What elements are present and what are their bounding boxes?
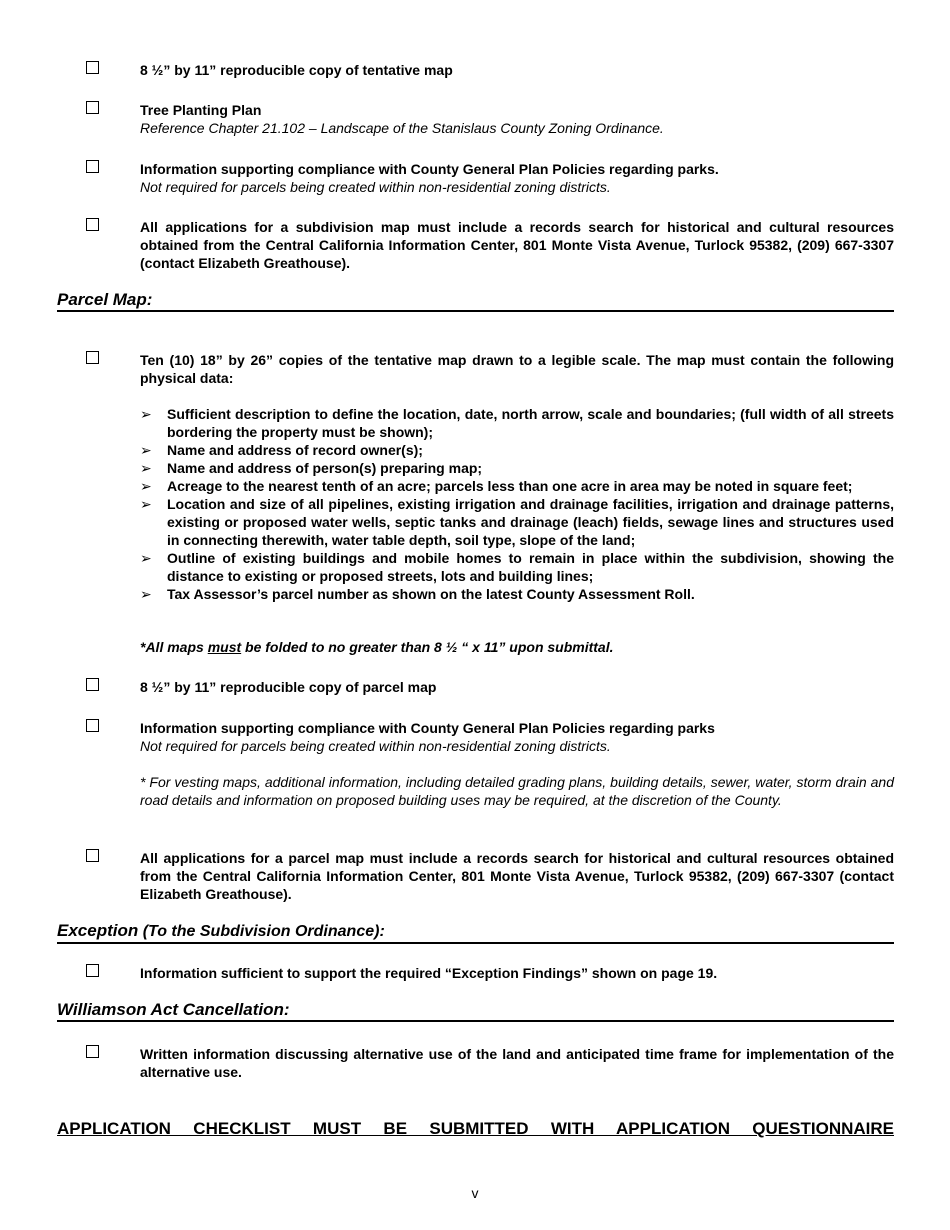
checkbox[interactable]: [86, 218, 99, 231]
item-title: Information supporting compliance with County General Plan Policies regarding parks: [140, 720, 715, 736]
section-heading-williamson: Williamson Act Cancellation:: [57, 1000, 894, 1022]
list-item: ➢ Sufficient description to define the location, date, north arrow, scale and boundaries; (full width of all streets bordering the property must be shown);: [140, 406, 894, 440]
list-item: ➢ Location and size of all pipelines, existing irrigation and drainage facilities, irrigation and drainage patterns, existing or proposed water wells, septic tanks and drainage (leach) fields, sewage lines and structures used in connecting therewith, water table depth, soil type, slope of the land;: [140, 496, 894, 548]
item-parks-subdivision: [140, 160, 894, 196]
item-alternative-use: Written information discussing alternative use of the land and anticipated time frame for implementation of the alternative use.: [140, 1046, 894, 1080]
checkbox[interactable]: [86, 101, 99, 114]
arrow-bullet-icon: ➢: [140, 586, 152, 602]
checkbox[interactable]: [86, 678, 99, 691]
item-copy-parcel: 8 ½” by 11” reproducible copy of parcel map: [140, 679, 437, 695]
vesting-note: * For vesting maps, additional information, including detailed grading plans, building details, sewer, water, storm drain and road details and information on proposed building uses may be required, at the discretion of the County.: [140, 774, 894, 808]
arrow-bullet-icon: ➢: [140, 442, 152, 458]
arrow-bullet-icon: ➢: [140, 550, 152, 566]
arrow-bullet-icon: ➢: [140, 460, 152, 476]
section-heading-parcel-map: Parcel Map:: [57, 290, 894, 312]
physical-data-list: [140, 405, 894, 603]
item-copy-tentative: 8 ½” by 11” reproducible copy of tentative map: [140, 62, 453, 78]
arrow-bullet-icon: ➢: [140, 406, 152, 422]
list-item: ➢ Tax Assessor’s parcel number as shown on the latest County Assessment Roll.: [140, 586, 695, 602]
checkbox[interactable]: [86, 160, 99, 173]
list-item: ➢ Outline of existing buildings and mobile homes to remain in place within the subdivision, showing the distance to existing or proposed streets, lots and building lines;: [140, 550, 894, 584]
item-records-parcel: All applications for a parcel map must include a records search for historical and cultural resources obtained from the Central California Information Center, 801 Monte Vista Avenue, Turlock 95382, (209) 667-3307 (contact Elizabeth Greathouse).: [140, 850, 894, 902]
item-note: Not required for parcels being created within non-residential zoning districts.: [140, 738, 611, 754]
arrow-bullet-icon: ➢: [140, 496, 152, 512]
checklist-footer: APPLICATION CHECKLIST MUST BE SUBMITTED WITH APPLICATION QUESTIONNAIRE: [57, 1119, 894, 1138]
list-item: ➢ Name and address of person(s) preparing map;: [140, 460, 483, 476]
item-tree-planting: [140, 101, 894, 137]
item-note: Not required for parcels being created within non-residential zoning districts.: [140, 179, 611, 195]
page-number: v: [471, 1185, 479, 1201]
list-item: ➢ Name and address of record owner(s);: [140, 442, 423, 458]
item-ten-copies: Ten (10) 18” by 26” copies of the tentative map drawn to a legible scale. The map must contain the following physical data:: [140, 352, 894, 386]
item-title: Information supporting compliance with County General Plan Policies regarding parks.: [140, 161, 719, 177]
checkbox[interactable]: [86, 964, 99, 977]
arrow-bullet-icon: ➢: [140, 478, 152, 494]
item-parks-parcel: [140, 719, 894, 755]
item-title: Tree Planting Plan: [140, 102, 262, 118]
fold-note: *All maps must be folded to no greater than 8 ½ “ x 11” upon submittal.: [140, 639, 614, 655]
checkbox[interactable]: [86, 849, 99, 862]
checkbox[interactable]: [86, 1045, 99, 1058]
item-note: Reference Chapter 21.102 – Landscape of the Stanislaus County Zoning Ordinance.: [140, 120, 664, 136]
checkbox[interactable]: [86, 719, 99, 732]
list-item: ➢ Acreage to the nearest tenth of an acre; parcels less than one acre in area may be noted in square feet;: [140, 478, 853, 494]
item-exception-findings: Information sufficient to support the required “Exception Findings” shown on page 19.: [140, 965, 718, 981]
item-records-subdivision: All applications for a subdivision map must include a records search for historical and cultural resources obtained from the Central California Information Center, 801 Monte Vista Avenue, Turlock 95382, (209) 667-3307 (contact Elizabeth Greathouse).: [140, 219, 894, 271]
checkbox[interactable]: [86, 351, 99, 364]
section-heading-exception: Exception (To the Subdivision Ordinance):: [57, 921, 894, 944]
checkbox[interactable]: [86, 61, 99, 74]
